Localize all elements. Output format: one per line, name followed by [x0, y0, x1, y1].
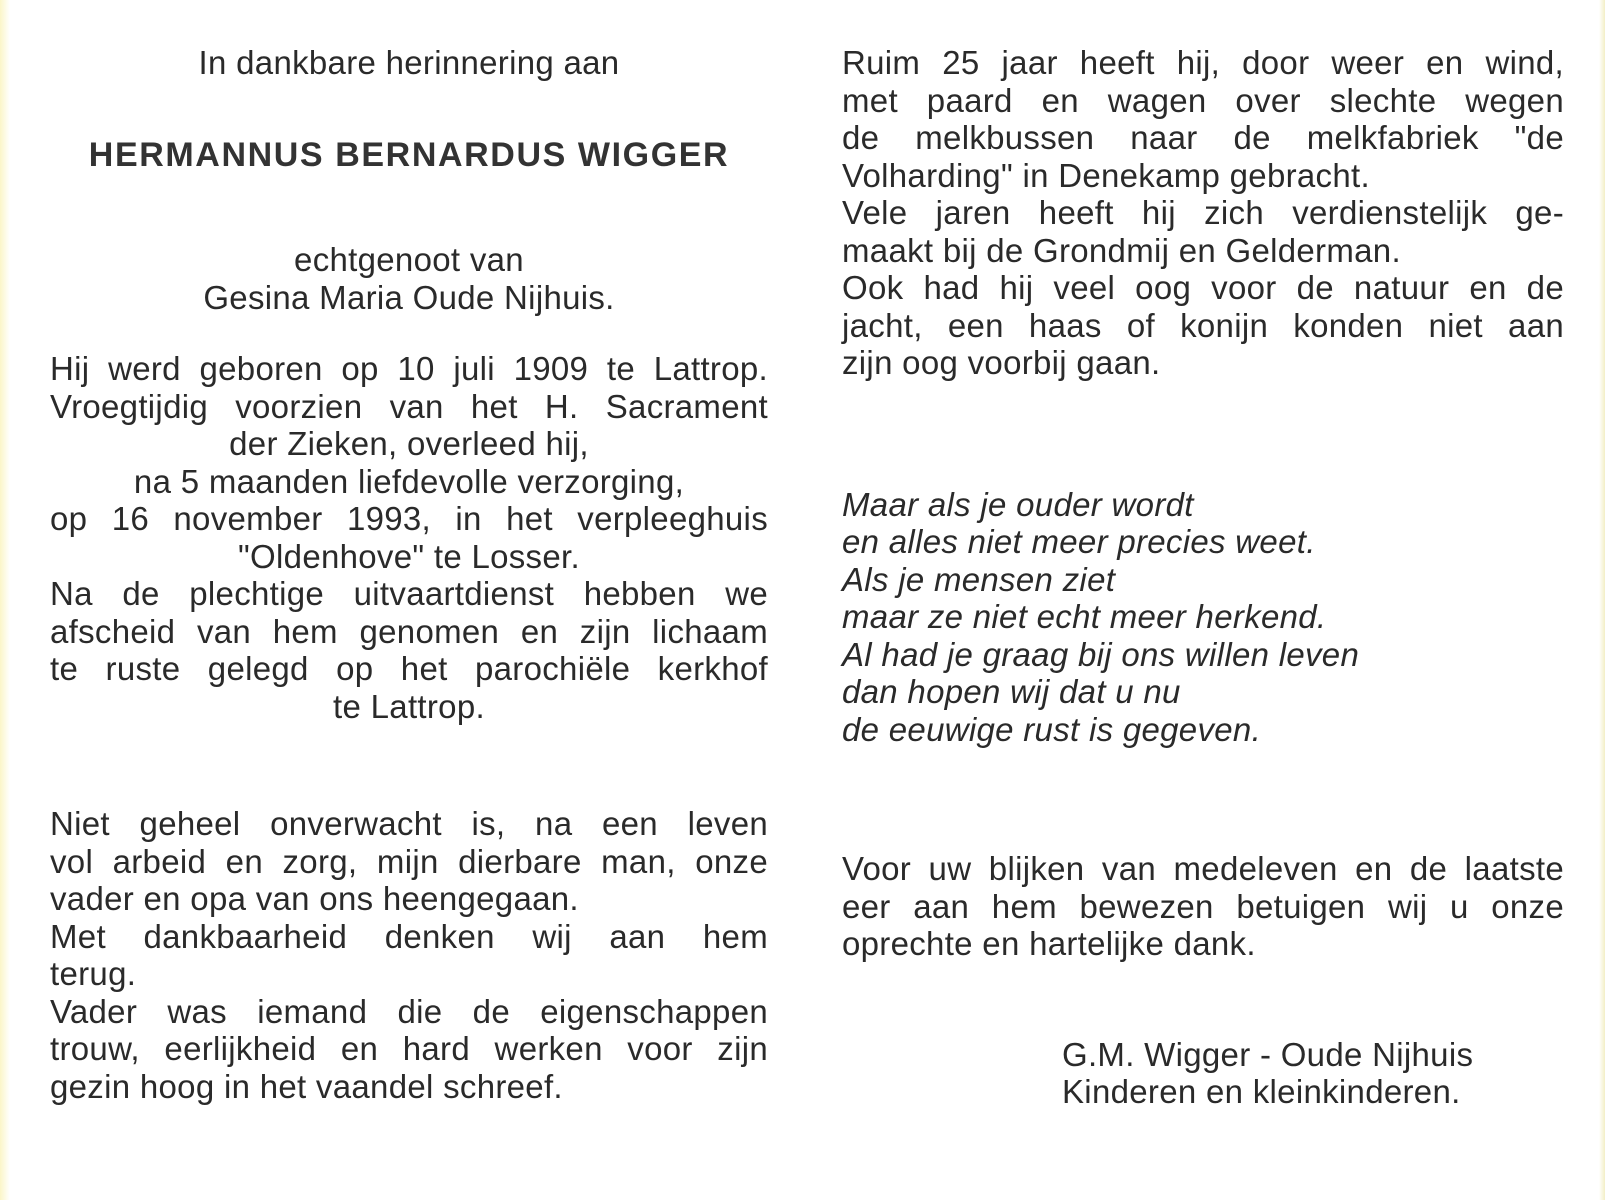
text-line: Vroegtijdig voorzien van het H. Sacrament: [50, 387, 768, 425]
text-line: met paard en wagen over slechte wegen: [842, 81, 1564, 119]
poem-line: Maar als je ouder wordt: [842, 485, 1194, 523]
text-line: Hij werd geboren op 10 juli 1909 te Lattrop.: [50, 350, 768, 387]
poem: [842, 486, 1564, 749]
deceased-name: HERMANNUS BERNARDUS WIGGER: [88, 135, 730, 174]
card-right-edge: [1599, 0, 1605, 1200]
signature-line: G.M. Wigger - Oude Nijhuis: [1062, 1035, 1474, 1073]
signature-block: [842, 1036, 1564, 1111]
poem-line: Als je mensen ziet: [842, 560, 1116, 598]
text-line: eer aan hem bewezen betuigen wij u onze: [842, 887, 1564, 925]
text-line: Niet geheel onverwacht is, na een leven: [50, 805, 768, 842]
text-line: vol arbeid en zorg, mijn dierbare man, onze: [50, 842, 768, 880]
left-column: [50, 44, 768, 1105]
text-line: zijn oog voorbij gaan.: [842, 344, 1161, 381]
text-line: terug.: [50, 955, 137, 992]
text-line: te Lattrop.: [333, 687, 485, 725]
text-line: der Zieken, overleed hij,: [229, 425, 589, 462]
text-line: trouw, eerlijkheid en hard werken voor zijn: [50, 1030, 768, 1067]
poem-line: Al had je graag bij ons willen leven: [842, 635, 1360, 673]
career-paragraph: [842, 44, 1564, 382]
text-line: afscheid van hem genomen en zijn lichaam: [50, 612, 768, 650]
text-line: de melkbussen naar de melkfabriek "de: [842, 119, 1564, 156]
text-line: jacht, een haas of konijn konden niet aan: [842, 306, 1564, 344]
spouse-block: [50, 241, 768, 316]
text-line: gezin hoog in het vaandel schreef.: [50, 1067, 563, 1105]
text-line: Met dankbaarheid denken wij aan hem: [50, 917, 768, 955]
text-line: vader en opa van ons heengegaan.: [50, 880, 579, 917]
poem-line: maar ze niet echt meer herkend.: [842, 598, 1327, 635]
text-line: Ook had hij veel oog voor de natuur en de: [842, 269, 1564, 306]
text-line: Vele jaren heeft hij zich verdienstelijk ge-: [842, 194, 1564, 231]
thanks-paragraph: [842, 850, 1564, 963]
right-column: [842, 44, 1564, 1111]
signature-line: Kinderen en kleinkinderen.: [1062, 1073, 1461, 1110]
text-line: na 5 maanden liefdevolle verzorging,: [133, 462, 685, 500]
text-line: oprechte en hartelijke dank.: [842, 925, 1256, 962]
text-line: Na de plechtige uitvaartdienst hebben we: [50, 575, 768, 612]
spouse-line: echtgenoot van: [294, 241, 524, 278]
text-line: Vader was iemand die de eigenschappen: [50, 992, 768, 1030]
poem-line: dan hopen wij dat u nu: [842, 673, 1181, 710]
memorial-header: In dankbare herinnering aan: [198, 44, 620, 81]
text-line: Volharding" in Denekamp gebracht.: [842, 156, 1370, 194]
text-line: "Oldenhove" te Losser.: [238, 537, 580, 575]
card-left-edge: [0, 0, 10, 1200]
birth-death-paragraph: [50, 350, 768, 725]
text-line: te ruste gelegd op het parochiële kerkhof: [50, 650, 768, 687]
text-line: Voor uw blijken van medeleven en de laatste: [842, 850, 1564, 887]
tribute-paragraph: [50, 805, 768, 1105]
poem-line: de eeuwige rust is gegeven.: [842, 710, 1262, 748]
text-line: op 16 november 1993, in het verpleeghuis: [50, 500, 768, 537]
text-line: maakt bij de Grondmij en Gelderman.: [842, 231, 1401, 269]
poem-line: en alles niet meer precies weet.: [842, 523, 1316, 560]
spouse-line: Gesina Maria Oude Nijhuis.: [203, 278, 615, 316]
text-line: Ruim 25 jaar heeft hij, door weer en wind,: [842, 44, 1564, 81]
